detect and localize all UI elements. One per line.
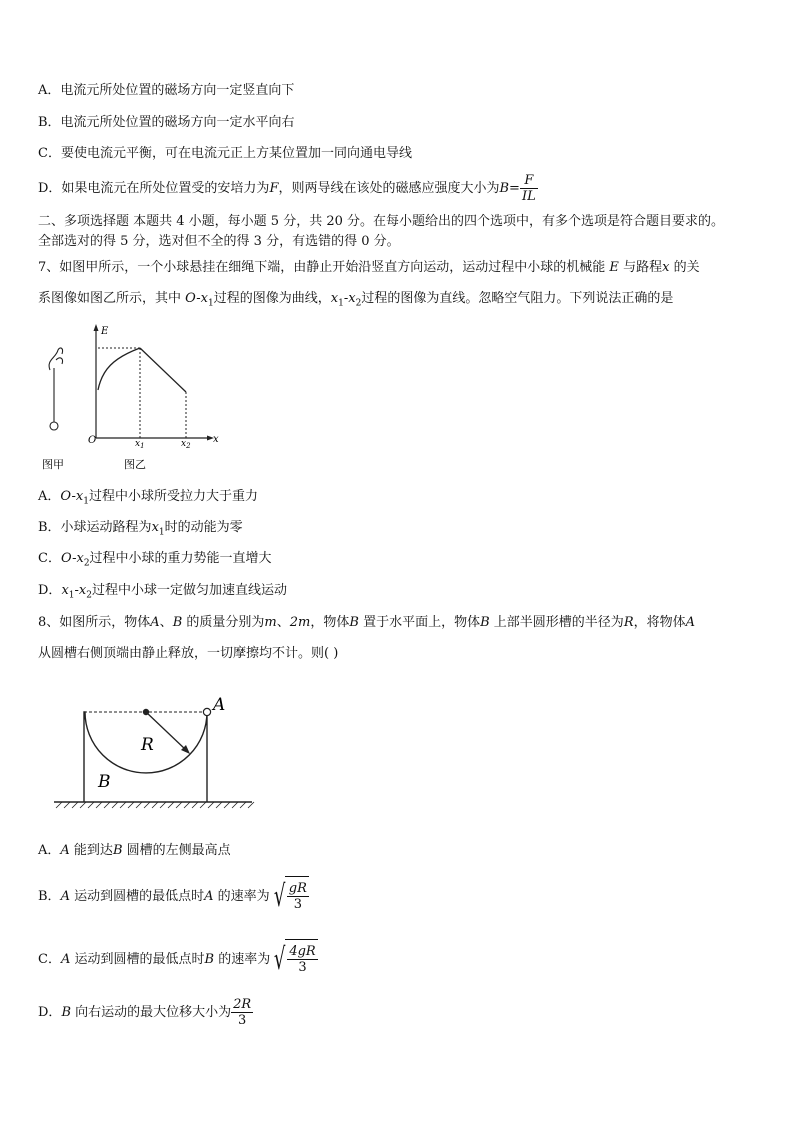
q7-stem-line1: 7、如图甲所示，一个小球悬挂在细绳下端，由静止开始沿竖直方向运动，运动过程中小球的机械能 E 与路程x 的关 — [38, 260, 700, 275]
q8-stem-line1: 8、如图所示，物体A、B 的质量分别为m、2m，物体B 置于水平面上，物体B 上部半圆形槽的半径为R，将物体A — [38, 615, 696, 630]
sqrt-4gR-over-3: √ $\frac{4gR}{3}$ — [270, 939, 318, 980]
fraction-2R-over-3: $\frac{2R}{3}$ — [233, 997, 252, 1028]
pendulum-figure — [49, 348, 62, 430]
q7-option-d: D．$x_1-x_2$过程中小球一定做匀加速直线运动 — [38, 583, 287, 601]
graph-origin-label: O — [88, 435, 97, 446]
q6-option-d: D．如果电流元在所处位置受的安培力为F，则两导线在该处的磁感应强度大小为B= $\frac{F}{IL}$ — [38, 173, 536, 204]
graph-x2-label: $x_2$ — [181, 439, 191, 450]
fraction-F-over-IL: $\frac{F}{IL}$ — [521, 173, 536, 204]
graph-axis-x-label: x — [213, 434, 219, 445]
q6-option-b: B．电流元所处位置的磁场方向一定水平向右 — [38, 115, 295, 130]
energy-graph — [94, 324, 215, 441]
q8-figure — [50, 690, 260, 815]
label-B: B — [98, 772, 111, 792]
q8-option-b: B．A 运动到圆槽的最低点时A 的速率为 √ $\frac{gR}{3}$ — [38, 876, 309, 917]
groove-center-dot — [143, 709, 149, 715]
label-A: A — [213, 695, 226, 715]
section2-heading-line1: 二、多项选择题 本题共 4 小题，每小题 5 分，共 20 分。在每小题给出的四个选项中，有多个选项是符合题目要求的。 — [38, 214, 725, 229]
ground-hatching — [56, 802, 254, 808]
sqrt-gR-over-3: √ $\frac{gR}{3}$ — [270, 876, 309, 917]
q8-option-c: C．A 运动到圆槽的最低点时B 的速率为 √ $\frac{4gR}{3}$ — [38, 939, 318, 980]
object-a-ball — [203, 708, 210, 715]
section2-heading-line2: 全部选对的得 5 分，选对但不全的得 3 分，有选错的得 0 分。 — [38, 234, 400, 249]
q8-option-a: A．A 能到达B 圆槽的左侧最高点 — [38, 843, 231, 858]
q7-option-a: A．$O-x_1$过程中小球所受拉力大于重力 — [38, 489, 258, 507]
graph-axis-E-label: E — [101, 326, 109, 337]
q7-stem-line2: 系图像如图乙所示，其中 $O-x_1$过程的图像为曲线，$x_1-x_2$过程的图像为直线。忽略空气阻力。下列说法正确的是 — [38, 291, 674, 309]
q8-stem-line2: 从圆槽右侧顶端由静止释放，一切摩擦均不计。则( ) — [38, 646, 339, 661]
q7-option-b: B．小球运动路程为$x_1$时的动能为零 — [38, 520, 243, 538]
q6-option-c: C．要使电流元平衡，可在电流元正上方某位置加一同向通电导线 — [38, 146, 412, 161]
q7-option-c: C．$O-x_2$过程中小球的重力势能一直增大 — [38, 551, 272, 569]
figure-caption-jia: 图甲 — [42, 458, 64, 471]
q8-option-d: D．B 向右运动的最大位移大小为 $\frac{2R}{3}$ — [38, 997, 252, 1028]
figure-caption-yi: 图乙 — [124, 458, 146, 471]
graph-x1-label: $x_1$ — [135, 439, 145, 450]
label-R: R — [141, 735, 154, 755]
q6-option-a: A．电流元所处位置的磁场方向一定竖直向下 — [38, 83, 295, 98]
q7-figure — [38, 320, 228, 475]
